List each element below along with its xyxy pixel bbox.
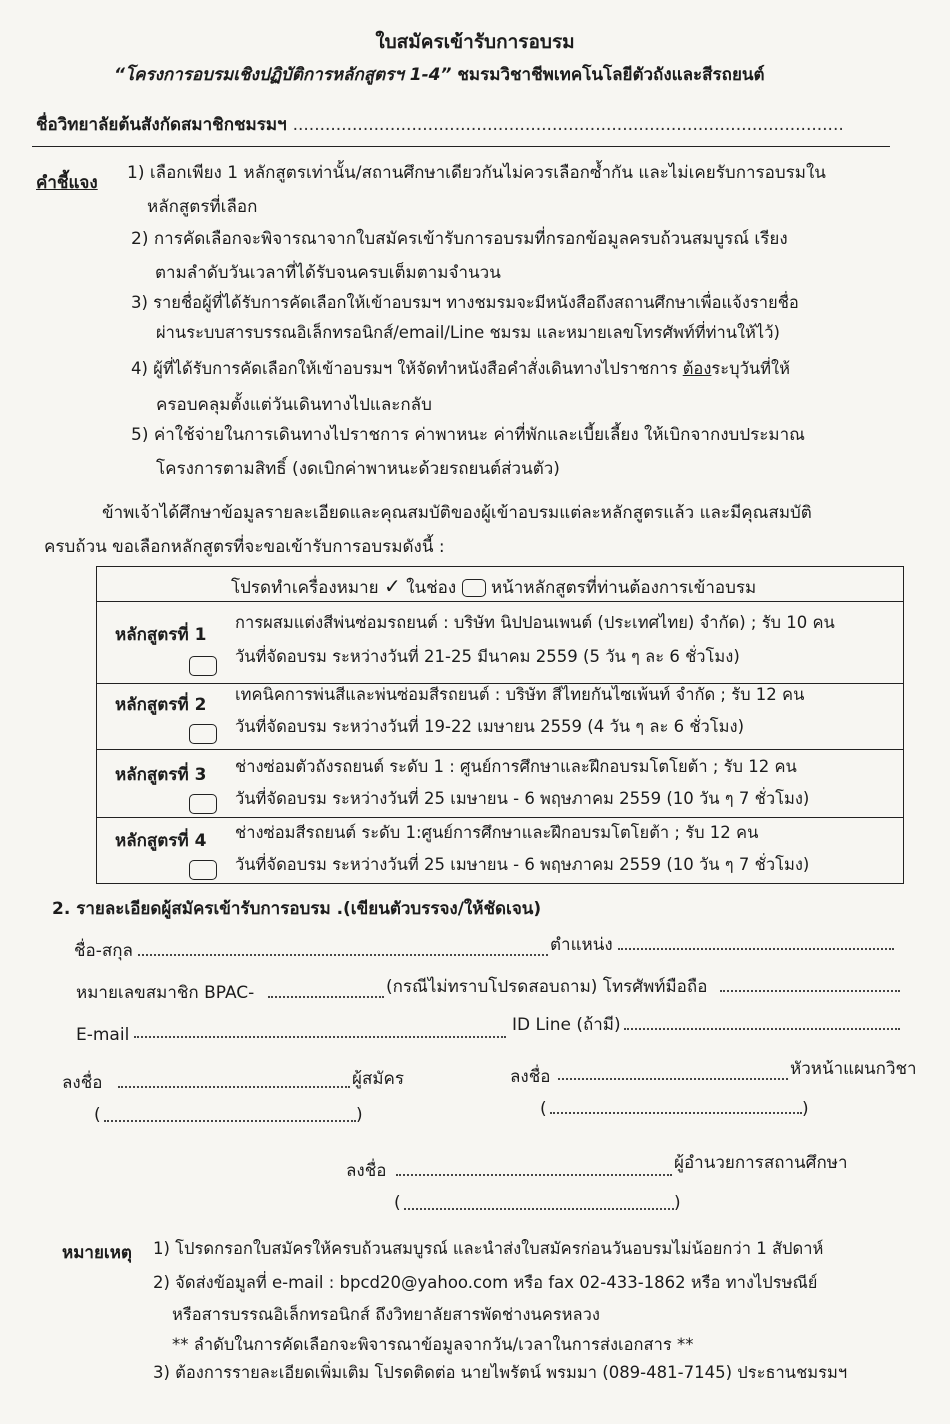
applicant-sign-label: ลงชื่อ bbox=[62, 1073, 103, 1093]
course-2-checkbox[interactable] bbox=[189, 724, 217, 744]
director-paren-open: ( bbox=[394, 1193, 401, 1213]
member-note: (กรณีไม่ทราบโปรดสอบถาม) โทรศัพท์มือถือ bbox=[386, 977, 708, 997]
college-field[interactable]: ...................................................................................................... bbox=[292, 115, 844, 135]
course-table bbox=[96, 566, 904, 884]
instruction-1-line2: หลักสูตรที่เลือก bbox=[147, 197, 258, 217]
checkmark-icon: ✓ bbox=[384, 574, 401, 598]
note-1: 1) โปรดกรอกใบสมัครให้ครบถ้วนสมบูรณ์ และนำส่งใบสมัครก่อนวันอบรมไม่น้อยกว่า 1 สัปดาห์ bbox=[153, 1239, 824, 1258]
instruction-4-line1 bbox=[131, 358, 790, 379]
instruction-2-line2: ตามลำดับวันเวลาที่ได้รับจนครบเต็มตามจำนวน bbox=[155, 263, 501, 283]
line-id-label: ID Line (ถ้ามี) bbox=[512, 1015, 621, 1035]
club-name: ชมรมวิชาชีพเทคโนโลยีตัวถังและสีรถยนต์ bbox=[457, 65, 765, 85]
dept-paren-open: ( bbox=[540, 1099, 547, 1119]
notes-heading: หมายเหตุ bbox=[62, 1243, 132, 1263]
course-row-4 bbox=[97, 817, 903, 884]
declaration-line1: ข้าพเจ้าได้ศึกษาข้อมูลรายละเอียดและคุณสมบัติของผู้เข้าอบรมแต่ละหลักสูตรแล้ว และมีคุณสมบัติ bbox=[102, 503, 812, 523]
course-4-dates: วันที่จัดอบรม ระหว่างวันที่ 25 เมษายน - 6 พฤษภาคม 2559 (10 วัน ๆ 7 ชั่วโมง) bbox=[235, 855, 810, 874]
course-1-dates: วันที่จัดอบรม ระหว่างวันที่ 21-25 มีนาคม 2559 (5 วัน ๆ ละ 6 ชั่วโมง) bbox=[235, 647, 740, 666]
line-id-field[interactable] bbox=[624, 1028, 900, 1030]
applicant-paren-open: ( bbox=[94, 1105, 101, 1125]
note-2-line1: 2) จัดส่งข้อมูลที่ e-mail : bpcd20@yahoo.com หรือ fax 02-433-1862 หรือ ทางไปรษณีย์ bbox=[153, 1273, 818, 1292]
applicant-signature-field[interactable] bbox=[118, 1086, 350, 1088]
name-label: ชื่อ-สกุล bbox=[74, 941, 133, 961]
applicant-paren-close: ) bbox=[356, 1105, 363, 1125]
dept-signature-field[interactable] bbox=[558, 1078, 788, 1080]
instruction-5-line1: 5) ค่าใช้จ่ายในการเดินทางไปราชการ ค่าพาหนะ ค่าที่พักและเบี้ยเลี้ยง ให้เบิกจากงบประมาณ bbox=[131, 425, 805, 445]
course-4-name: ช่างซ่อมสีรถยนต์ ระดับ 1:ศูนย์การศึกษาและฝึกอบรมโตโยต้า ; รับ 12 คน bbox=[235, 823, 759, 842]
header-divider bbox=[32, 146, 890, 147]
dept-printed-name-field[interactable] bbox=[550, 1112, 802, 1114]
director-printed-name-field[interactable] bbox=[404, 1208, 674, 1210]
course-4-label: หลักสูตรที่ 4 bbox=[115, 831, 207, 851]
table-header-instruction: โปรดทำเครื่องหมาย bbox=[231, 578, 379, 598]
form-subtitle bbox=[114, 64, 765, 86]
instruction-1-line1: 1) เลือกเพียง 1 หลักสูตรเท่านั้น/สถานศึกษาเดียวกันไม่ควรเลือกซ้ำกัน และไม่เคยรับการอบรมใน bbox=[127, 163, 826, 183]
course-3-dates: วันที่จัดอบรม ระหว่างวันที่ 25 เมษายน - 6 พฤษภาคม 2559 (10 วัน ๆ 7 ชั่วโมง) bbox=[235, 789, 810, 808]
applicant-role: ผู้สมัคร bbox=[352, 1069, 405, 1089]
course-3-checkbox[interactable] bbox=[189, 794, 217, 814]
form-title: ใบสมัครเข้ารับการอบรม bbox=[375, 31, 575, 53]
college-row bbox=[36, 114, 844, 136]
instruction-5-line2: โครงการตามสิทธิ์ (งดเบิกค่าพาหนะด้วยรถยนต์ส่วนตัว) bbox=[156, 459, 560, 479]
dept-sign-label: ลงชื่อ bbox=[510, 1067, 551, 1087]
course-row-1 bbox=[97, 601, 903, 672]
course-1-name: การผสมแต่งสีพ่นซ่อมรถยนต์ : บริษัท นิปปอนเพนต์ (ประเทศไทย) จำกัด) ; รับ 10 คน bbox=[235, 613, 835, 632]
course-1-label: หลักสูตรที่ 1 bbox=[115, 625, 207, 645]
note-2-line2: หรือสารบรรณอิเล็กทรอนิกส์ ถึงวิทยาลัยสารพัดช่างนครหลวง bbox=[172, 1305, 600, 1324]
course-2-name: เทคนิคการพ่นสีและพ่นซ่อมสีรถยนต์ : บริษัท สีไทยกันไซเพ้นท์ จำกัด ; รับ 12 คน bbox=[235, 685, 805, 704]
instructions-heading: คำชี้แจง bbox=[36, 173, 98, 193]
course-row-2 bbox=[97, 683, 903, 750]
director-role: ผู้อำนวยการสถานศึกษา bbox=[674, 1153, 848, 1173]
applicant-printed-name-field[interactable] bbox=[104, 1120, 356, 1122]
table-header-purpose: หน้าหลักสูตรที่ท่านต้องการเข้าอบรม bbox=[490, 578, 757, 598]
email-field[interactable] bbox=[134, 1036, 506, 1038]
member-number-field[interactable] bbox=[268, 996, 384, 998]
director-sign-label: ลงชื่อ bbox=[346, 1161, 387, 1181]
instruction-4-emphasis: ต้อง bbox=[682, 359, 712, 378]
director-signature-field[interactable] bbox=[396, 1174, 672, 1176]
course-1-checkbox[interactable] bbox=[189, 656, 217, 676]
instruction-4-line2: ครอบคลุมตั้งแต่วันเดินทางไปและกลับ bbox=[156, 395, 432, 415]
course-row-3 bbox=[97, 749, 903, 818]
instruction-3-line2: ผ่านระบบสารบรรณอิเล็กทรอนิกส์/email/Line ชมรม และหมายเลขโทรศัพท์ที่ท่านให้ไว้) bbox=[156, 323, 780, 342]
dept-paren-close: ) bbox=[802, 1099, 809, 1119]
applicant-heading: 2. รายละเอียดผู้สมัครเข้ารับการอบรม .(เขียนตัวบรรจง/ให้ชัดเจน) bbox=[52, 899, 542, 919]
member-label: หมายเลขสมาชิก BPAC- bbox=[76, 983, 255, 1003]
dept-role: หัวหน้าแผนกวิชา bbox=[790, 1059, 917, 1079]
course-3-name: ช่างซ่อมตัวถังรถยนต์ ระดับ 1 : ศูนย์การศึกษาและฝึกอบรมโตโยต้า ; รับ 12 คน bbox=[235, 757, 797, 776]
course-2-label: หลักสูตรที่ 2 bbox=[115, 695, 207, 715]
mobile-field[interactable] bbox=[720, 990, 900, 992]
table-header bbox=[231, 573, 756, 599]
email-label: E-mail bbox=[76, 1025, 130, 1045]
course-2-dates: วันที่จัดอบรม ระหว่างวันที่ 19-22 เมษายน 2559 (4 วัน ๆ ละ 6 ชั่วโมง) bbox=[235, 717, 745, 736]
college-label: ชื่อวิทยาลัยต้นสังกัดสมาชิกชมรมฯ bbox=[36, 115, 287, 135]
position-label: ตำแหน่ง bbox=[550, 935, 613, 955]
checkbox-sample-icon bbox=[462, 579, 486, 597]
note-3: 3) ต้องการรายละเอียดเพิ่มเติม โปรดติดต่อ นายไพรัตน์ พรมมา (089-481-7145) ประธานชมรมฯ bbox=[153, 1363, 848, 1382]
instruction-2-line1: 2) การคัดเลือกจะพิจารณาจากใบสมัครเข้ารับการอบรมที่กรอกข้อมูลครบถ้วนสมบูรณ์ เรียง bbox=[131, 229, 788, 249]
project-name: “โครงการอบรมเชิงปฏิบัติการหลักสูตรฯ 1-4” bbox=[114, 65, 452, 85]
position-field[interactable] bbox=[618, 948, 894, 950]
name-field[interactable] bbox=[138, 954, 548, 956]
table-header-row bbox=[97, 567, 903, 601]
instruction-3-line1: 3) รายชื่อผู้ที่ได้รับการคัดเลือกให้เข้าอบรมฯ ทางชมรมจะมีหนังสือถึงสถานศึกษาเพื่อแจ้งรายชื่อ bbox=[131, 293, 799, 312]
instruction-4-part-b: ระบุวันที่ให้ bbox=[711, 359, 790, 378]
course-4-checkbox[interactable] bbox=[189, 860, 217, 880]
instruction-4-part-a: 4) ผู้ที่ได้รับการคัดเลือกให้เข้าอบรมฯ ให้จัดทำหนังสือคำสั่งเดินทางไปราชการ bbox=[131, 359, 683, 378]
director-paren-close: ) bbox=[674, 1193, 681, 1213]
note-2-line3: ** ลำดับในการคัดเลือกจะพิจารณาข้อมูลจากวัน/เวลาในการส่งเอกสาร ** bbox=[172, 1335, 694, 1354]
table-header-in-box: ในช่อง bbox=[406, 578, 457, 598]
course-3-label: หลักสูตรที่ 3 bbox=[115, 765, 207, 785]
declaration-line2: ครบถ้วน ขอเลือกหลักสูตรที่จะขอเข้ารับการอบรมดังนี้ : bbox=[44, 537, 445, 557]
